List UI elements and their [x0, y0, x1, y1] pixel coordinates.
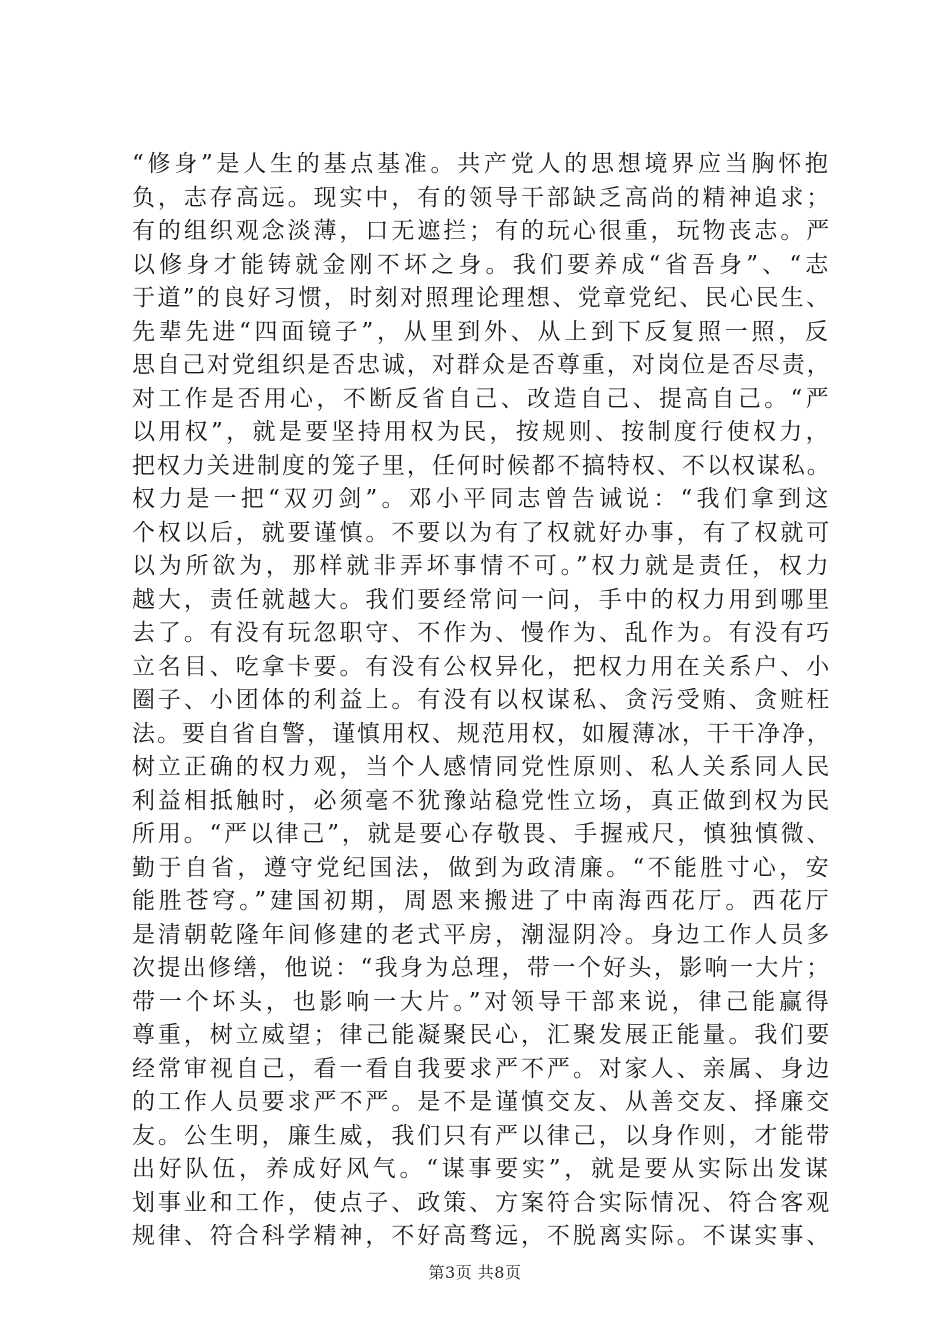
- text-line: 把权力关进制度的笼子里，任何时候都不搞特权、不以权谋私。: [132, 452, 832, 479]
- text-line: 有的组织观念淡薄，口无遮拦；有的玩心很重，玩物丧志。严: [132, 218, 833, 244]
- text-line: “修身”是人生的基点基准。共产党人的思想境界应当胸怀抱: [132, 151, 832, 177]
- text-line: 规律、符合科学精神，不好高骛远，不脱离实际。不谋实事、: [132, 1223, 833, 1249]
- page-footer: 第3页 共8页: [428, 1263, 522, 1282]
- text-line: 于道”的良好习惯，时刻对照理论理想、党章党纪、民心民生、: [132, 285, 832, 311]
- text-line: 以用权”，就是要坚持用权为民，按规则、按制度行使权力，: [132, 419, 832, 445]
- text-line: 先辈先进“四面镜子”，从里到外、从上到下反复照一照，反: [132, 318, 832, 345]
- text-line: 以为所欲为，那样就非弄坏事情不可。”权力就是责任，权力: [132, 553, 833, 579]
- text-line: 圈子、小团体的利益上。有没有以权谋私、贪污受贿、贪赃枉: [132, 687, 833, 713]
- text-line: 越大，责任就越大。我们要经常问一问，手中的权力用到哪里: [132, 586, 833, 613]
- text-line: 思自己对党组织是否忠诚，对群众是否尊重，对岗位是否尽责，: [132, 352, 832, 378]
- text-line: 利益相抵触时，必须毫不犹豫站稳党性立场，真正做到权为民: [132, 787, 833, 814]
- text-line: 法。要自省自警，谨慎用权、规范用权，如履薄冰，干干净净，: [132, 720, 832, 747]
- text-line: 权力是一把“双刃剑”。邓小平同志曾告诫说：“我们拿到这: [132, 486, 833, 512]
- text-line: 个权以后，就要谨慎。不要以为有了权就好办事，有了权就可: [132, 519, 833, 546]
- text-line: 经常审视自己，看一看自我要求严不严。对家人、亲属、身边: [132, 1055, 833, 1082]
- text-line: 带一个坏头，也影响一大片。”对领导干部来说，律己能赢得: [132, 988, 833, 1015]
- text-line: 能胜苍穹。”建国初期，周恩来搬进了中南海西花厅。西花厅: [132, 888, 833, 914]
- text-line: 以修身才能铸就金刚不坏之身。我们要养成“省吾身”、“志: [132, 251, 833, 278]
- text-line: 的工作人员要求严不严。是不是谨慎交友、从善交友、择廉交: [132, 1089, 833, 1115]
- text-line: 去了。有没有玩忽职守、不作为、慢作为、乱作为。有没有巧: [132, 620, 833, 646]
- text-line: 友。公生明，廉生威，我们只有严以律己，以身作则，才能带: [132, 1122, 833, 1149]
- text-line: 负，志存高远。现实中，有的领导干部缺乏高尚的精神追求；: [132, 184, 833, 211]
- text-line: 次提出修缮，他说：“我身为总理，带一个好头，影响一大片；: [132, 955, 832, 981]
- text-line: 勤于自省，遵守党纪国法，做到为政清廉。“不能胜寸心，安: [132, 854, 832, 881]
- text-line: 尊重，树立威望；律己能凝聚民心，汇聚发展正能量。我们要: [132, 1022, 833, 1048]
- body-text: [132, 148, 832, 1254]
- text-line: 所用。“严以律己”，就是要心存敬畏、手握戒尺，慎独慎微、: [132, 821, 833, 847]
- text-line: 划事业和工作，使点子、政策、方案符合实际情况、符合客观: [132, 1189, 833, 1216]
- text-line: 出好队伍，养成好风气。“谋事要实”，就是要从实际出发谋: [132, 1156, 832, 1182]
- text-line: 是清朝乾隆年间修建的老式平房，潮湿阴冷。身边工作人员多: [132, 921, 833, 948]
- text-line: 立名目、吃拿卡要。有没有公权异化，把权力用在关系户、小: [132, 653, 833, 680]
- text-line: 树立正确的权力观，当个人感情同党性原则、私人关系同人民: [132, 754, 833, 780]
- text-line: 对工作是否用心，不断反省自己、改造自己、提高自己。“严: [132, 385, 832, 412]
